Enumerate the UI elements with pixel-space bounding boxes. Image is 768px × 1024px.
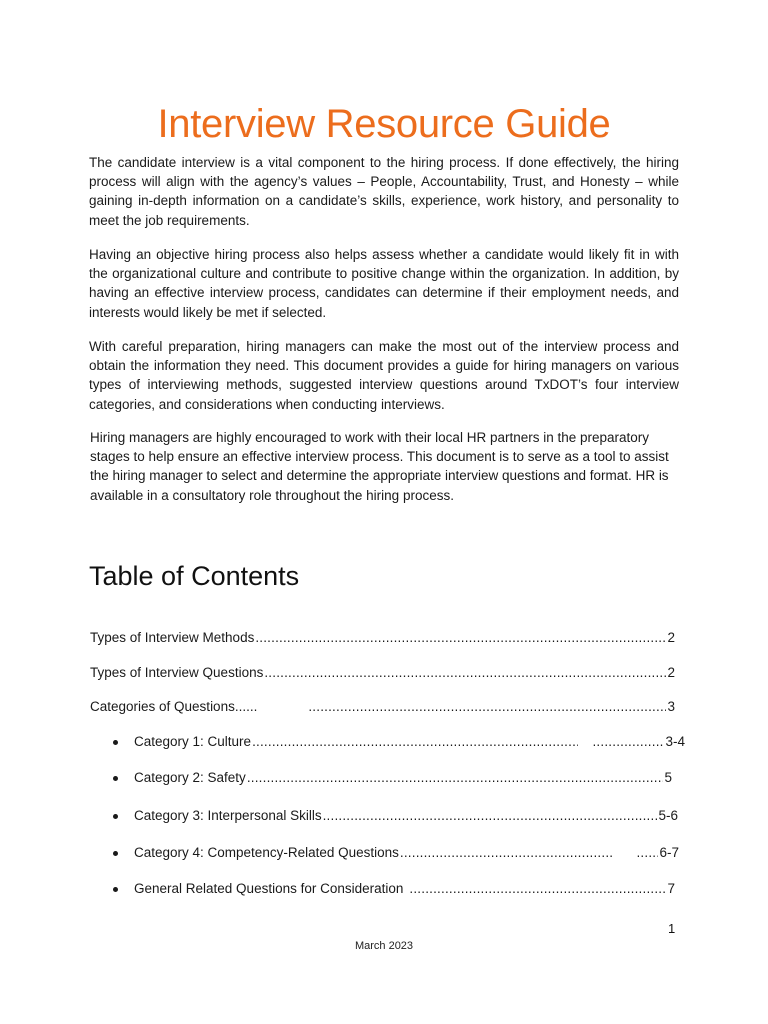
bullet <box>113 776 118 781</box>
toc-leader <box>308 698 666 716</box>
bullet <box>113 851 118 856</box>
toc-entry-categories[interactable] <box>90 698 675 716</box>
toc-entry-page: 2 <box>667 665 675 680</box>
toc-entry-page: 3 <box>667 699 675 714</box>
toc-leader <box>409 880 666 898</box>
bullet <box>113 887 118 892</box>
toc-leader <box>247 769 664 787</box>
toc-entry-category-2[interactable] <box>134 769 672 787</box>
toc-leader <box>255 629 666 647</box>
toc-entry-label: Types of Interview Methods <box>90 630 255 645</box>
intro-paragraph-4: Hiring managers are highly encouraged to work with their local HR partners in the preparatory stages to help ensure an effective interview process. This document is to serve as a tool to assist the hiring manager to select and determine the appropriate interview questions and format. HR is available in a consultatory role throughout the hiring process. <box>90 430 669 503</box>
toc-entry-page: 5 <box>664 770 672 785</box>
toc-entry-category-3[interactable] <box>134 807 678 825</box>
toc-entry-label: Category 4: Competency-Related Questions <box>134 845 399 860</box>
bullet <box>113 814 118 819</box>
document-title: Interview Resource Guide <box>157 102 611 146</box>
footer-date: March 2023 <box>354 940 414 952</box>
toc-leader <box>400 844 613 862</box>
toc-leader <box>636 844 658 862</box>
toc-entry-label: Category 2: Safety <box>134 770 246 785</box>
toc-entry-label: Categories of Questions...... <box>90 699 258 714</box>
toc-heading: Table of Contents <box>89 561 300 591</box>
intro-paragraph-2: Having an objective hiring process also helps assess whether a candidate would likely fit in with the organizational culture and contribute to positive change within the organization. In addition, by having an effective interview process, candidates can determine if their employment needs, and interests would likely be met if selected. <box>89 247 679 320</box>
intro-paragraph-1: The candidate interview is a vital component to the hiring process. If done effectively, the hiring process will align with the agency’s values – People, Accountability, Trust, and Honesty – while gaining in-depth information on a candidate’s skills, experience, work history, and personality to meet the job requirements. <box>89 155 679 228</box>
toc-entry-interview-methods[interactable] <box>90 629 675 647</box>
page-number: 1 <box>668 921 676 936</box>
toc-entry-label: Category 3: Interpersonal Skills <box>134 808 322 823</box>
toc-entry-general-questions[interactable] <box>134 880 675 898</box>
toc-entry-page: 5-6 <box>658 808 678 823</box>
toc-entry-page: 3-4 <box>665 734 685 749</box>
toc-entry-label: Types of Interview Questions <box>90 665 264 680</box>
toc-leader <box>323 807 658 825</box>
toc-entry-category-4[interactable] <box>134 844 679 862</box>
toc-entry-page: 6-7 <box>659 845 679 860</box>
toc-entry-category-1[interactable] <box>134 733 685 751</box>
toc-leader <box>264 664 666 682</box>
bullet <box>113 740 118 745</box>
intro-paragraph-3: With careful preparation, hiring managers can make the most out of the interview process and obtain the information they need. This document provides a guide for hiring managers on various types of interviewing methods, suggested interview questions around TxDOT’s four interview categories, and considerations when conducting interviews. <box>89 339 679 412</box>
toc-leader <box>592 733 664 751</box>
toc-entry-label: Category 1: Culture <box>134 734 252 749</box>
toc-entry-label: General Related Questions for Consideration <box>134 881 404 896</box>
toc-entry-page: 2 <box>667 630 675 645</box>
toc-leader <box>252 733 578 751</box>
toc-entry-interview-questions[interactable] <box>90 664 675 682</box>
toc-entry-page: 7 <box>667 881 675 896</box>
